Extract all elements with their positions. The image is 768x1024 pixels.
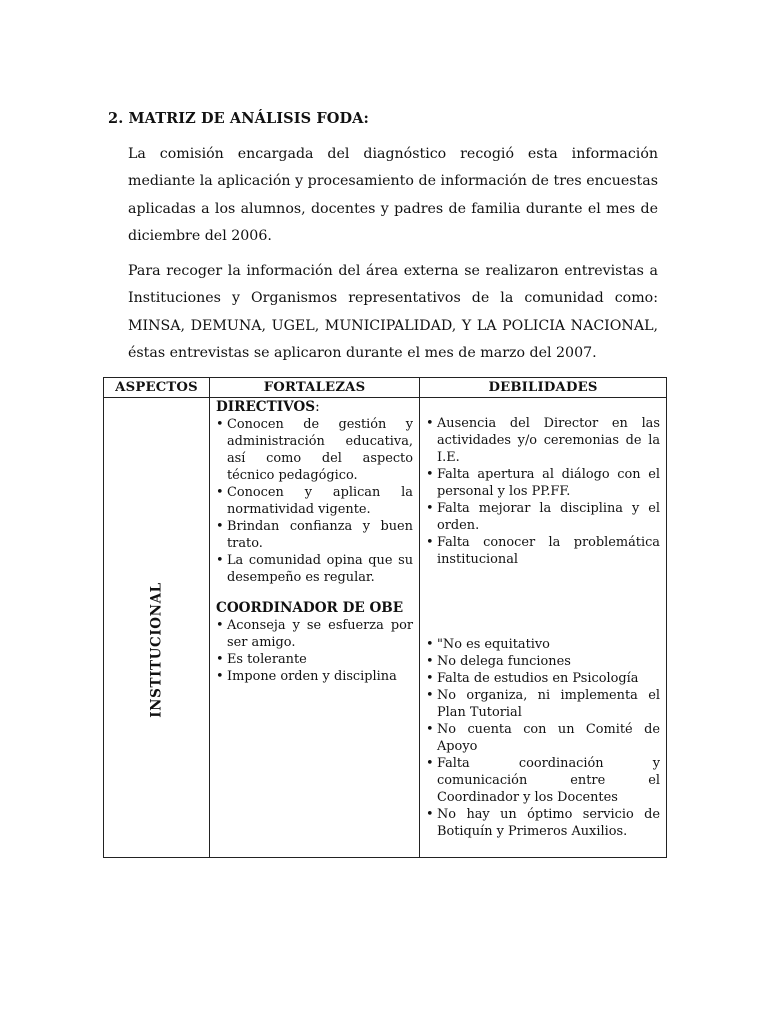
list-item: • No organiza, ni implementa el Plan Tutorial <box>426 687 660 721</box>
list-item: • Falta coordinación y comunicación entre el Coordinador y los Docentes <box>426 755 660 806</box>
list-item: • Brindan confianza y buen trato. <box>216 518 413 552</box>
external-area-paragraph: Para recoger la información del área externa se realizaron entrevistas a Instituciones y Organismos representativos de la comunidad como: MINSA, DEMUNA, UGEL, MUNICIPALIDAD, Y LA POLICIA NACIONAL, éstas entrevistas se aplicaron durante el mes de marzo del 2007. <box>128 263 658 362</box>
table-row <box>104 398 667 858</box>
debilidades-coordinador-list <box>426 636 660 840</box>
list-item: • Ausencia del Director en las actividades y/o ceremonias de la I.E. <box>426 415 660 466</box>
section-heading: 2. MATRIZ DE ANÁLISIS FODA: <box>108 110 369 127</box>
fortalezas-directivos-list <box>216 416 413 586</box>
list-item: • Falta mejorar la disciplina y el orden. <box>426 500 660 534</box>
header-debilidades: DEBILIDADES <box>420 378 667 398</box>
table-header-row <box>104 378 667 398</box>
list-item: • Aconseja y se esfuerza por ser amigo. <box>216 617 413 651</box>
list-item: • Conocen y aplican la normatividad vigente. <box>216 484 413 518</box>
debilidades-cell <box>420 398 667 858</box>
list-item: • Es tolerante <box>216 651 413 668</box>
list-item: • "No es equitativo <box>426 636 660 653</box>
list-item: • No delega funciones <box>426 653 660 670</box>
debilidades-directivos-list <box>426 415 660 568</box>
directivos-title <box>216 399 413 416</box>
list-item: • No cuenta con un Comité de Apoyo <box>426 721 660 755</box>
fortalezas-cell <box>210 398 420 858</box>
aspect-label-institucional: INSTITUCIONAL <box>148 582 165 718</box>
directivos-title-text: DIRECTIVOS <box>216 399 316 415</box>
aspect-cell <box>104 398 210 858</box>
debilidades-spacer <box>426 568 660 636</box>
intro-paragraph: La comisión encargada del diagnóstico recogió esta información mediante la aplicación y procesamiento de información de tres encuestas aplicadas a los alumnos, docentes y padres de familia durante el mes de diciembre del 2006. <box>128 146 658 245</box>
list-item: • No hay un óptimo servicio de Botiquín y Primeros Auxilios. <box>426 806 660 840</box>
coordinador-title: COORDINADOR DE OBE <box>216 600 404 616</box>
list-item: • Falta apertura al diálogo con el personal y los PP.FF. <box>426 466 660 500</box>
fortalezas-coordinador-list <box>216 617 413 685</box>
list-item: • Impone orden y disciplina <box>216 668 413 685</box>
directivos-title-colon: : <box>315 399 320 415</box>
list-item: • Falta conocer la problemática institucional <box>426 534 660 568</box>
list-item: • Falta de estudios en Psicología <box>426 670 660 687</box>
foda-matrix-table <box>103 377 667 858</box>
header-fortalezas: FORTALEZAS <box>210 378 420 398</box>
list-item: • La comunidad opina que su desempeño es regular. <box>216 552 413 586</box>
list-item: • Conocen de gestión y administración educativa, así como del aspecto técnico pedagógico. <box>216 416 413 484</box>
header-aspectos: ASPECTOS <box>104 378 210 398</box>
